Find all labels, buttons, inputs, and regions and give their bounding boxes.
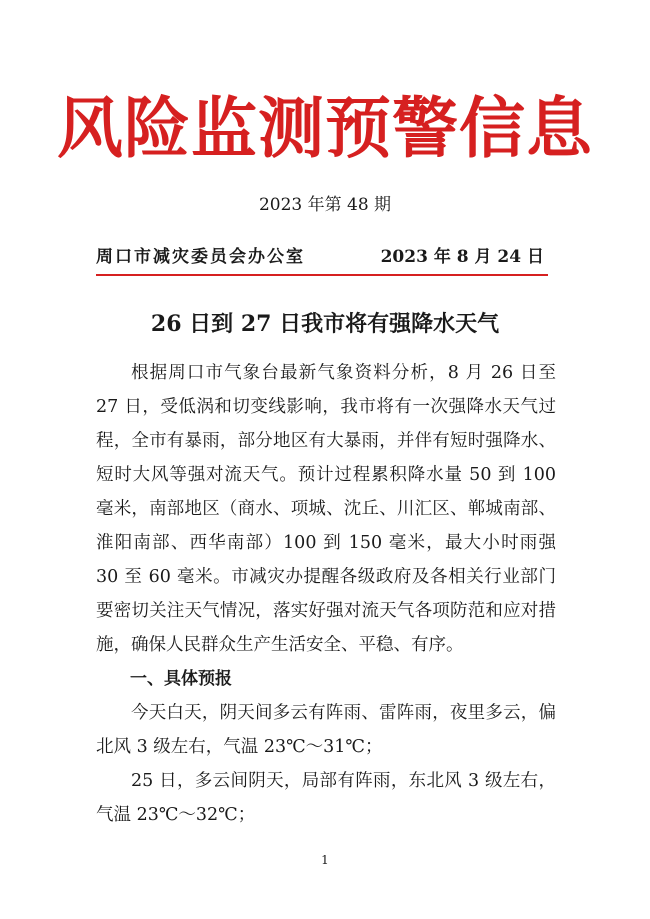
issuing-organization: 周口市减灾委员会办公室 [96,247,305,267]
page-number: 1 [321,853,329,867]
issue-number: 2023 年第 48 期 [258,195,392,215]
document-headline: 26 日到 27 日我市将有强降水天气 [150,311,500,337]
section-heading: 一、具体预报 [130,669,232,689]
header-row [96,245,548,269]
masthead-title: 风险监测预警信息 [57,89,593,167]
issue-date: 2023 年 8 月 24 日 [380,247,544,267]
forecast-25-paragraph: 25 日，多云间阴天，局部有阵雨，东北风 3 级左右，气温 23℃～32℃； [96,771,556,825]
intro-paragraph: 根据周口市气象台最新气象资料分析，8 月 26 日至 27 日，受低涡和切变线影响，我市将有一次强降水天气过程，全市有暴雨，部分地区有大暴雨，并伴有短时强降水、短时大风等强对流天气。预计过程累积降水量 50 到 100 毫米，南部地区（商水、项城、沈丘、川汇区、郸城南部、淮阳南部、西华南部）100 到 150 毫米，最大小时雨强 30 至 60 毫米。市减灾办提醒各级政府及各相关行业部门要密切关注天气情况，落实好强对流天气各项防范和应对措施，确保人民群众生产生活安全、平稳、有序。 [96,363,556,655]
forecast-today-paragraph: 今天白天，阴天间多云有阵雨、雷阵雨，夜里多云，偏北风 3 级左右，气温 23℃～31℃； [96,703,556,757]
document-body [96,356,556,832]
red-divider [96,274,548,276]
